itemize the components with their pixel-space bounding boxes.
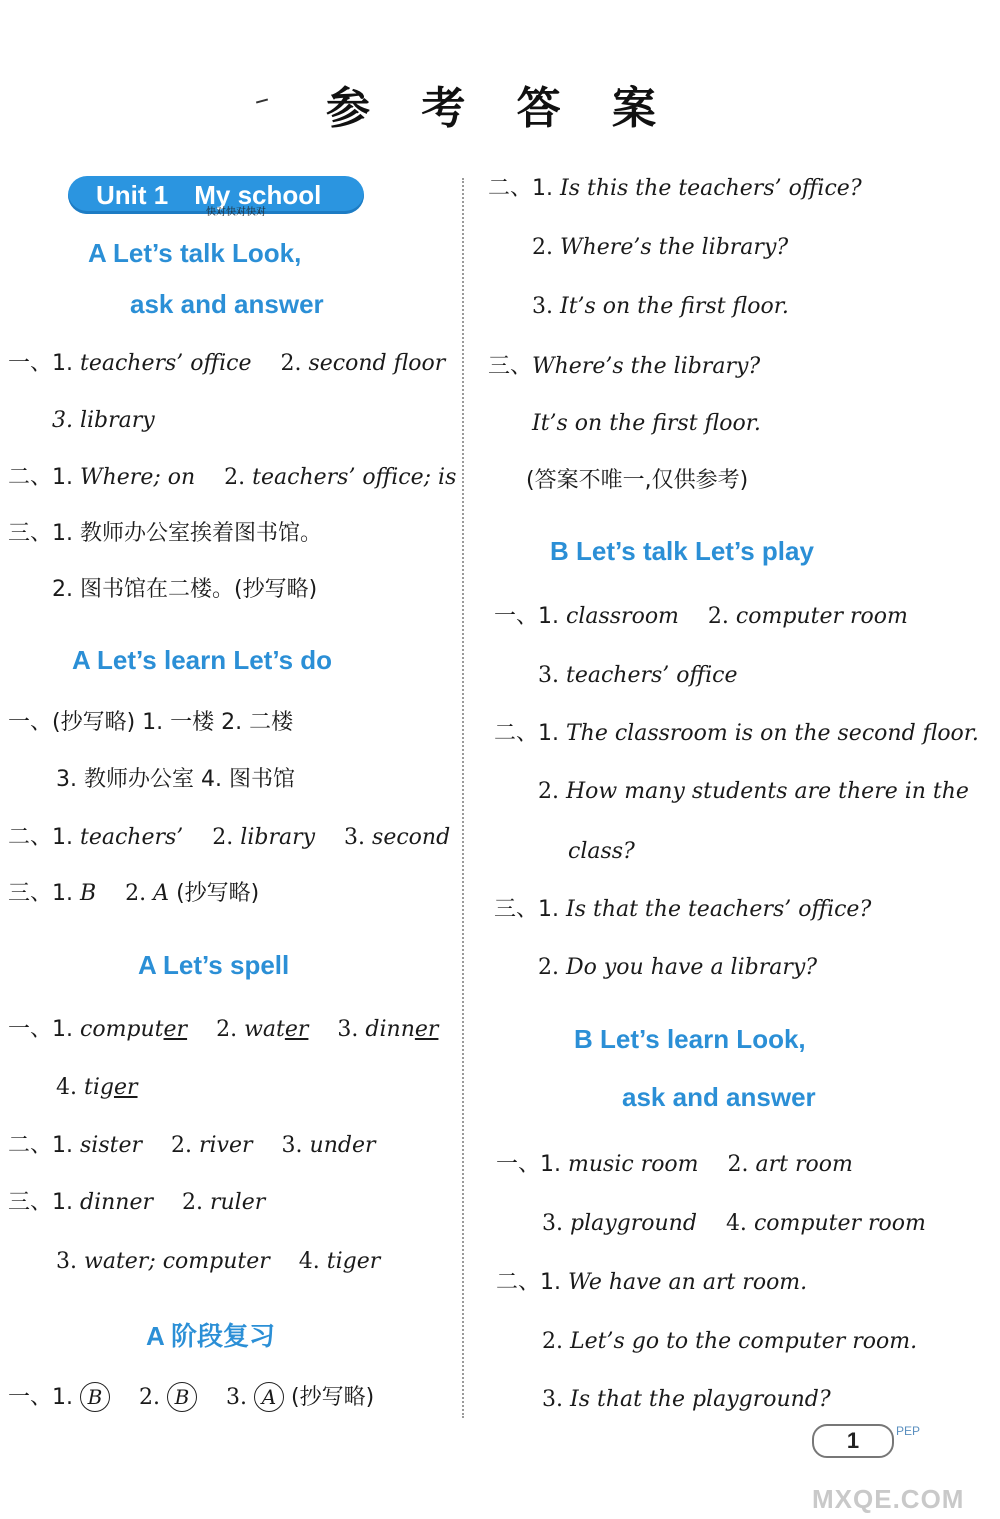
item-number: 3. bbox=[281, 1133, 303, 1158]
answer-line bbox=[56, 1073, 138, 1103]
word-ending: er bbox=[284, 1017, 309, 1042]
item-number: 2. bbox=[532, 235, 553, 260]
watermark: MXQE.COM bbox=[812, 1484, 965, 1514]
item-label: 一、1. bbox=[496, 1152, 561, 1177]
answer-line bbox=[8, 823, 450, 853]
item-number: 3. bbox=[542, 1211, 563, 1236]
answer-line bbox=[538, 661, 738, 691]
item-label: 二、1. bbox=[494, 721, 559, 746]
item-label: 三、1. bbox=[494, 897, 559, 922]
answer-line bbox=[8, 463, 456, 493]
answer-line bbox=[8, 1131, 376, 1161]
answer bbox=[365, 1017, 438, 1042]
item-number: 3. bbox=[344, 825, 366, 850]
item-label: 二、1. bbox=[488, 176, 553, 201]
note: (答案不唯一,仅供参考) bbox=[526, 468, 749, 493]
answer-line bbox=[8, 1382, 374, 1413]
item-label: 二、1. bbox=[496, 1270, 561, 1295]
answer-line bbox=[538, 777, 969, 807]
answer-line bbox=[494, 602, 908, 632]
item-number: 3. bbox=[532, 294, 553, 319]
item-number: 2. bbox=[280, 351, 302, 376]
item-number: 3. bbox=[56, 1249, 77, 1274]
answer bbox=[80, 1017, 187, 1042]
unit-number: Unit 1 bbox=[96, 180, 169, 210]
item-label: 一、1. bbox=[8, 351, 73, 376]
item-number: 3. bbox=[538, 663, 559, 688]
answer-line bbox=[488, 352, 760, 382]
answer: Is this the teachers’ office? bbox=[560, 176, 862, 201]
item-label: 二、1. bbox=[8, 825, 73, 850]
stamp-text: 快对快对快对 bbox=[206, 207, 266, 218]
answer-line bbox=[488, 174, 862, 204]
answer: Where; on bbox=[80, 465, 196, 490]
item-number: 2. bbox=[538, 779, 559, 804]
answer: Let’s go to the computer room. bbox=[570, 1329, 918, 1354]
item-label: 二、1. bbox=[8, 465, 73, 490]
answer-line: It’s on the first floor. bbox=[532, 411, 761, 436]
item-number: 2. bbox=[171, 1133, 192, 1158]
item-number: 3. bbox=[337, 1017, 359, 1042]
item-number: 2. bbox=[125, 881, 147, 906]
answer: computer room bbox=[753, 1211, 926, 1236]
section-heading: A Let’s talk Look, bbox=[88, 238, 302, 268]
answer-line bbox=[532, 292, 789, 322]
item-number: 2. bbox=[182, 1190, 203, 1215]
item-number: 2. bbox=[542, 1329, 563, 1354]
column-divider bbox=[462, 178, 464, 1418]
answer: Do you have a library? bbox=[566, 955, 818, 980]
answer: music room bbox=[568, 1152, 699, 1177]
item-label: 一、1. bbox=[8, 1385, 73, 1410]
answer: art room bbox=[755, 1152, 853, 1177]
answer-line bbox=[8, 349, 445, 379]
answer-line: 3. 教师办公室 4. 图书馆 bbox=[56, 767, 295, 792]
section-heading: ask and answer bbox=[622, 1082, 816, 1112]
section-heading: A 阶段复习 bbox=[146, 1321, 276, 1351]
word-ending: er bbox=[414, 1017, 439, 1042]
word-ending: er bbox=[113, 1075, 138, 1100]
answer-line bbox=[496, 1150, 853, 1180]
answer: second floor bbox=[308, 351, 446, 376]
section-heading: A Let’s spell bbox=[138, 950, 290, 980]
word-stem: tig bbox=[84, 1075, 114, 1100]
circled-answer: B bbox=[80, 1382, 110, 1412]
item-number: 4. bbox=[725, 1211, 747, 1236]
answer-line bbox=[532, 233, 788, 263]
answer: teachers’ office; is bbox=[252, 465, 457, 490]
answer: It’s on the first floor. bbox=[560, 294, 789, 319]
item-number: 2. bbox=[139, 1385, 160, 1410]
answer: We have an art room. bbox=[568, 1270, 808, 1295]
answer-line bbox=[8, 879, 259, 909]
answer-line bbox=[8, 1015, 438, 1045]
answer: classroom bbox=[566, 604, 679, 629]
answer: playground bbox=[570, 1211, 697, 1236]
answer bbox=[84, 1075, 138, 1100]
item-label: 一、1. bbox=[8, 1017, 73, 1042]
item-number: 2. bbox=[538, 955, 559, 980]
item-label: 一、1. bbox=[494, 604, 559, 629]
answer-line: 3. library bbox=[52, 408, 155, 433]
item-label: 三、1. bbox=[8, 881, 73, 906]
item-label: 三、1. bbox=[8, 1190, 73, 1215]
answer: computer room bbox=[735, 604, 908, 629]
page-title: 参 考 答 案 bbox=[326, 83, 674, 134]
item-number: 4. bbox=[56, 1075, 77, 1100]
answer-line bbox=[494, 895, 871, 925]
note: (抄写略) bbox=[291, 1385, 375, 1410]
answer: dinner bbox=[80, 1190, 153, 1215]
answer: river bbox=[199, 1133, 253, 1158]
answer-line bbox=[8, 1188, 265, 1218]
answer-line: 2. 图书馆在二楼。(抄写略) bbox=[52, 577, 318, 602]
item-number: 3. bbox=[542, 1387, 563, 1412]
answer-line bbox=[494, 719, 979, 749]
answer: sister bbox=[80, 1133, 142, 1158]
word-ending: er bbox=[163, 1017, 188, 1042]
answer: Is that the playground? bbox=[570, 1387, 831, 1412]
answer-line bbox=[542, 1209, 926, 1239]
answer: tiger bbox=[326, 1249, 381, 1274]
answer: The classroom is on the second floor. bbox=[566, 721, 979, 746]
answer: ruler bbox=[210, 1190, 266, 1215]
answer: teachers’ office bbox=[80, 351, 252, 376]
answer: A bbox=[153, 881, 170, 906]
answer: Where’s the library? bbox=[560, 235, 789, 260]
answer-line: 一、(抄写略) 1. 一楼 2. 二楼 bbox=[8, 710, 294, 735]
answer: Is that the teachers’ office? bbox=[566, 897, 872, 922]
answer-line bbox=[542, 1385, 831, 1415]
section-heading: B Let’s learn Look, bbox=[574, 1024, 806, 1054]
word-stem: wat bbox=[244, 1017, 285, 1042]
edition-label: PEP bbox=[896, 1424, 921, 1438]
answer-line bbox=[538, 953, 817, 983]
answer: library bbox=[240, 825, 316, 850]
item-label: 三、 bbox=[488, 354, 533, 379]
item-number: 2. bbox=[212, 825, 234, 850]
note: (抄写略) bbox=[176, 881, 260, 906]
item-number: 2. bbox=[224, 465, 246, 490]
answer-line bbox=[542, 1327, 917, 1357]
answer: B bbox=[80, 881, 97, 906]
unit-name: My school bbox=[194, 180, 322, 210]
section-heading: A Let’s learn Let’s do bbox=[72, 645, 333, 675]
section-heading: ask and answer bbox=[130, 289, 324, 319]
page-number: 1 bbox=[812, 1424, 894, 1458]
answer: Where’s the library? bbox=[532, 354, 761, 379]
section-heading: B Let’s talk Let’s play bbox=[550, 536, 814, 566]
item-number: 4. bbox=[298, 1249, 320, 1274]
item-number: 2. bbox=[727, 1152, 749, 1177]
answer: under bbox=[309, 1133, 376, 1158]
answer bbox=[244, 1017, 308, 1042]
answer: How many students are there in the bbox=[566, 779, 969, 804]
word-stem: comput bbox=[80, 1017, 164, 1042]
circled-answer: B bbox=[167, 1382, 197, 1412]
answer: second bbox=[372, 825, 451, 850]
answer-line bbox=[56, 1247, 380, 1277]
item-number: 2. bbox=[707, 604, 729, 629]
item-number: 3. bbox=[226, 1385, 247, 1410]
circled-answer: A bbox=[254, 1382, 284, 1412]
word-stem: dinn bbox=[365, 1017, 415, 1042]
answer-line: class? bbox=[568, 839, 635, 864]
answer-line bbox=[496, 1268, 807, 1298]
answer: water; computer bbox=[84, 1249, 270, 1274]
answer: teachers’ office bbox=[566, 663, 738, 688]
answer: teachers’ bbox=[80, 825, 184, 850]
item-number: 2. bbox=[216, 1017, 238, 1042]
item-label: 二、1. bbox=[8, 1133, 73, 1158]
answer-line: 三、1. 教师办公室挨着图书馆。 bbox=[8, 521, 322, 546]
